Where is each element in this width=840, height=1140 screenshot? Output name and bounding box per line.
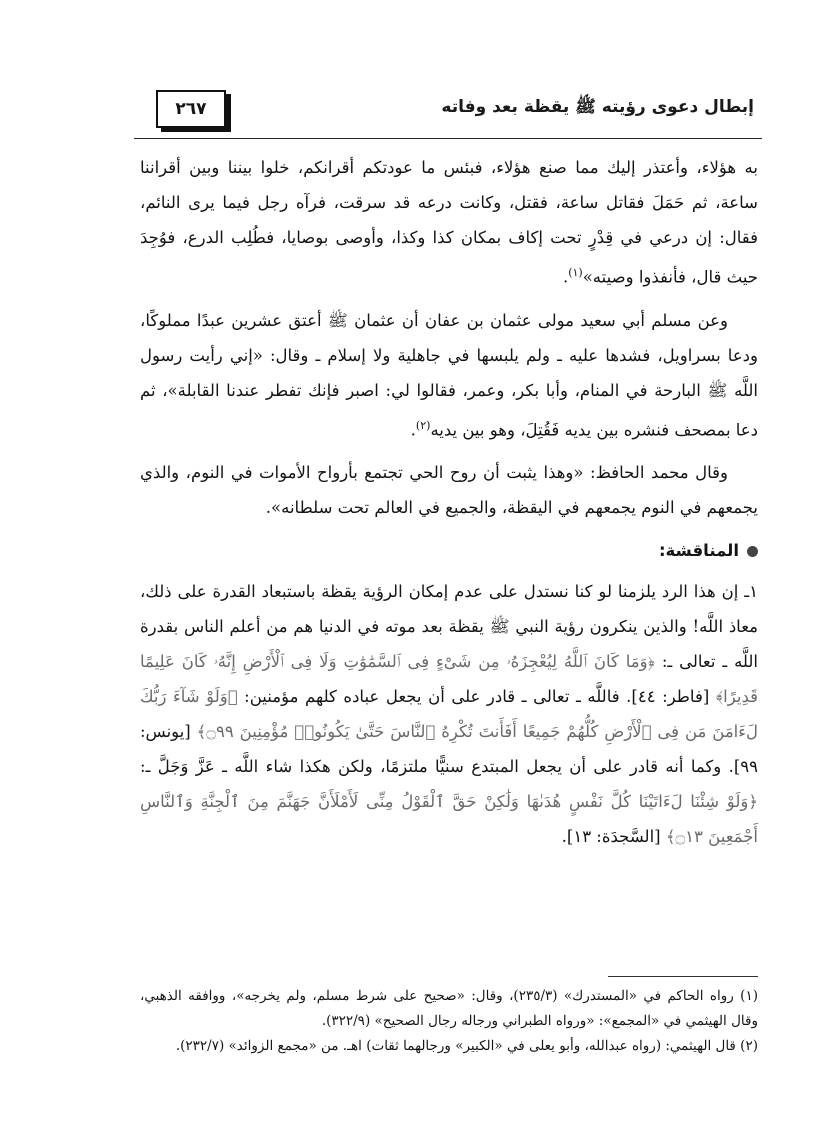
numbered-item-1: ١ـ إن هذا الرد يلزمنا لو كنا نستدل على عدم إمكان الرؤية يقظة باستبعاد القدرة على ذلك، معاذ اللَّه! والذين ينكرون رؤية النبي ﷺ يقظة بعد موته في الدنيا هم من أعلم الناس بقدرة اللَّه ـ تعالى ـ: ﴿وَمَا كَانَ ٱللَّهُ لِيُعْجِزَهُۥ مِن شَىْءٍ فِى ٱلسَّمَٰوَٰتِ وَلَا فِى ٱلْأَرْضِ إِنَّهُۥ كَانَ عَلِيمًا قَدِيرًا﴾ [فاطر: ٤٤]. فاللَّه ـ تعالى ـ قادر على أن يجعل عباده كلهم مؤمنين: ﴿وَلَوْ شَآءَ رَبُّكَ لَءَامَنَ مَن فِى ٱلْأَرْضِ كُلُّهُمْ جَمِيعًا أَفَأَنتَ تُكْرِهُ ٱلنَّاسَ حَتَّىٰ يَكُونُوا۟ مُؤْمِنِينَ ۝٩٩﴾ [يونس: ٩٩]. وكما أنه قادر على أن يجعل المبتدع سنيًّا ملتزمًا، ولكن هكذا شاء اللَّه ـ عَزَّ وَجَلَّ ـ: ﴿وَلَوْ شِئْنَا لَءَاتَيْنَا كُلَّ نَفْسٍ هُدَىٰهَا وَلَٰكِنْ حَقَّ ٱلْقَوْلُ مِنِّى لَأَمْلَأَنَّ جَهَنَّمَ مِنَ ٱلْجِنَّةِ وَٱلنَّاسِ أَجْمَعِينَ ۝١٣﴾ [السَّجدَة: ١٣]. (140, 582, 758, 846)
verse-ref-2: [يونس: ٩٩] (140, 722, 758, 776)
paragraph-1: به هؤلاء، وأعتذر إليك مما صنع هؤلاء، فبئس ما عودتكم أقرانكم، خلوا بيننا وبين أقراننا ساعة، ثم حَمَلَ فقاتل ساعة، فقتل، وكانت درعه قد سرقت، فرآه رجل فيما يرى النائم، فقال: إن درعي في قِدْرٍ تحت إكاف بمكان كذا وكذا، وأوصى بوصايا، فطُلِب الدرع، فوُجِدَ حيث قال، فأنفذوا وصيته»$^{(١)}$. (140, 158, 758, 287)
quran-verse-3: ﴿وَلَوْ شِئْنَا لَءَاتَيْنَا كُلَّ نَفْسٍ هُدَىٰهَا وَلَٰكِنْ حَقَّ ٱلْقَوْلُ مِنِّى لَأَمْلَأَنَّ جَهَنَّمَ مِنَ ٱلْجِنَّةِ وَٱلنَّاسِ أَجْمَعِينَ ۝١٣﴾ (140, 792, 758, 846)
footnote-1: (١) رواه الحاكم في «المستدرك» (٢٣٥/٣)، وقال: «صحيح على شرط مسلم، ولم يخرجه»، ووافقه الذهبي، وقال الهيثمي في «المجمع»: «ورواه الطبراني ورجاله رجال الصحيح» (٣٢٢/٩). (140, 988, 758, 1029)
verse-ref-3: [السَّجدَة: ١٣] (566, 827, 661, 846)
footnotes (140, 984, 758, 1059)
main-text (140, 150, 758, 862)
paragraph-3: وقال محمد الحافظ: «وهذا يثبت أن روح الحي تجتمع بأرواح الأموات في النوم، والذي يجمعهم في النوم يجمعهم في اليقظة، والجميع في العالم تحت سلطانه». (140, 463, 758, 517)
footnote-2: (٢) قال الهيثمي: (رواه عبدالله، وأبو يعلى في «الكبير» ورجالهما ثقات) اهـ. من «مجمع الزوائد» (٢٣٢/٧). (175, 1038, 758, 1054)
bullet-icon (747, 546, 758, 557)
page-number: ٢٦٧ (156, 90, 226, 128)
running-title: إبطال دعوى رؤيته ﷺ يقظة بعد وفاته (441, 97, 754, 117)
footnote-rule (608, 976, 758, 977)
footnote-ref-1: (١) (568, 266, 583, 279)
footnote-ref-2: (٢) (415, 418, 431, 432)
header-rule (134, 138, 762, 139)
verse-ref-1: [فاطر: ٤٤] (631, 687, 710, 706)
paragraph-2: وعن مسلم أبي سعيد مولى عثمان بن عفان أن عثمان ﷺ أعتق عشرين عبدًا مملوكًا، ودعا بسراويل، فشدها عليه ـ ولم يلبسها في جاهلية ولا إسلام ـ وقال: «إني رأيت رسول اللَّه ﷺ البارحة في المنام، وأبا بكر، وعمر، فقالوا لي: اصبر فإنك تفطر عندنا القابلة»، ثم دعا بمصحف فنشره بين يديه فَقُتِلَ، وهو بين يديه$^{(٢)}$. (140, 310, 758, 439)
quran-verse-2: ﴿وَلَوْ شَآءَ رَبُّكَ لَءَامَنَ مَن فِى ٱلْأَرْضِ كُلُّهُمْ جَمِيعًا أَفَأَنتَ تُكْرِهُ ٱلنَّاسَ حَتَّىٰ يَكُونُوا۟ مُؤْمِنِينَ ۝٩٩﴾ (140, 687, 758, 741)
section-heading: المناقشة: (140, 533, 758, 568)
quran-verse-1: ﴿وَمَا كَانَ ٱللَّهُ لِيُعْجِزَهُۥ مِن شَىْءٍ فِى ٱلسَّمَٰوَٰتِ وَلَا فِى ٱلْأَرْضِ إِنَّهُۥ كَانَ عَلِيمًا قَدِيرًا﴾ (140, 652, 758, 706)
